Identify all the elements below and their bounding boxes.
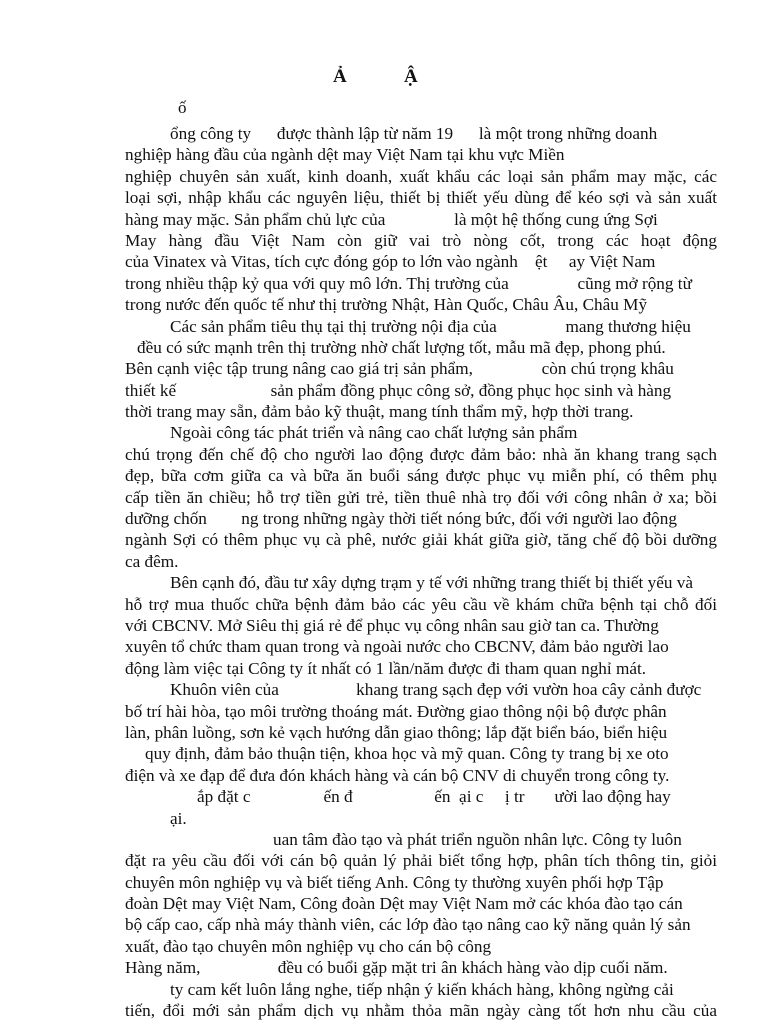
text-line: ổng công ty được thành lập từ năm 19 là một trong những doanh: [170, 124, 658, 143]
text-line: xuyên tổ chức tham quan trong và ngoài nước cho CBCNV, đảm bảo người lao: [125, 637, 669, 657]
text-line: ắp đặt c ến đ ến ại c ị tr ười lao động hay: [197, 787, 671, 807]
text-line: ty cam kết luôn lắng nghe, tiếp nhận ý kiến khách hàng, không ngừng cải: [170, 979, 674, 999]
heading-letter-right: Ậ: [404, 66, 418, 87]
text-line: Bên cạnh đó, đầu tư xây dựng trạm y tế với những trang thiết bị thiết yếu và: [170, 573, 693, 593]
text-line: Khuôn viên của khang trang sạch đẹp với vườn hoa cây cảnh được: [170, 680, 702, 700]
text-line: Bên cạnh việc tập trung nâng cao giá trị sản phẩm, còn chú trọng khâu: [125, 359, 674, 379]
heading-letter-left: Ả: [333, 66, 347, 87]
text-line: nghiệp chuyên sản xuất, kinh doanh, xuất khẩu các loại sản phẩm may mặc, các: [125, 166, 717, 186]
text-line: nghiệp hàng đầu của ngành dệt may Việt Nam tại khu vực Miền: [125, 145, 565, 165]
text-line: ca đêm.: [125, 551, 179, 571]
text-line: Hàng năm, đều có buổi gặp mặt tri ân khách hàng vào dịp cuối năm.: [125, 958, 668, 978]
text-line: quy định, đảm bảo thuận tiện, khoa học và mỹ quan. Công ty trang bị xe oto: [145, 744, 669, 764]
text-line: của Vinatex và Vitas, tích cực đóng góp to lớn vào ngành ệt ay Việt Nam: [125, 252, 656, 272]
text-line: tiến, đổi mới sản phẩm dịch vụ nhằm thỏa mãn ngày càng tốt hơn nhu cầu của: [125, 1001, 717, 1021]
text-line: bộ cấp cao, cấp nhà máy thành viên, các lớp đào tạo nâng cao kỹ năng quản lý sản: [125, 915, 691, 935]
text-line: xuất, đào tạo chuyên môn nghiệp vụ cho cán bộ công: [125, 936, 492, 956]
document-heading: [0, 66, 768, 90]
text-line: thiết kế sản phẩm đồng phục công sở, đồng phục học sinh và hàng: [125, 380, 672, 400]
text-line: ngành Sợi có thêm phục vụ cà phê, nước giải khát giữa giờ, tăng chế độ bồi dưỡng: [125, 530, 717, 550]
text-line: thời trang may sẵn, đảm bảo kỹ thuật, mang tính thẩm mỹ, hợp thời trang.: [125, 402, 634, 422]
text-line: chú trọng đến chế độ cho người lao động được đảm bảo: nhà ăn khang trang sạch: [125, 444, 717, 464]
text-line: đặt ra yêu cầu đối với cán bộ quản lý phải biết tổng hợp, phân tích thông tin, giỏi: [125, 851, 717, 871]
text-line: Ngoài công tác phát triển và nâng cao chất lượng sản phẩm: [170, 423, 578, 443]
text-line: Các sản phẩm tiêu thụ tại thị trường nội địa của mang thương hiệu: [170, 316, 691, 336]
text-line: điện và xe đạp để đưa đón khách hàng và cán bộ CNV di chuyển trong công ty.: [125, 765, 670, 785]
document-subheading: ố: [178, 98, 187, 117]
text-line: với CBCNV. Mở Siêu thị giá rẻ để phục vụ công nhân sau giờ tan ca. Thường: [125, 615, 659, 635]
text-line: hỗ trợ mua thuốc chữa bệnh đảm bảo các yêu cầu về khám chữa bệnh tại chỗ đối: [125, 594, 717, 614]
text-line: làn, phân luồng, sơn kẻ vạch hướng dẫn giao thông; lắp đặt biển báo, biển hiệu: [125, 722, 668, 742]
text-line: đẹp, bữa cơm giữa ca và bữa ăn buổi sáng được phục vụ miễn phí, có thêm phụ: [125, 466, 717, 486]
body-text: [125, 123, 717, 1021]
text-line: hàng may mặc. Sản phẩm chủ lực của là một hệ thống cung ứng Sợi: [125, 209, 658, 229]
text-line: trong nước đến quốc tế như thị trường Nhật, Hàn Quốc, Châu Âu, Châu Mỹ: [125, 295, 648, 315]
text-line: trong nhiều thập kỷ qua với quy mô lớn. Thị trường của cũng mở rộng từ: [125, 273, 692, 293]
text-line: loại sợi, nhập khẩu các nguyên liệu, thiết bị thiết yếu dùng để kéo sợi và sản xuất: [125, 188, 717, 208]
text-line: uan tâm đào tạo và phát triển nguồn nhân lực. Công ty luôn: [273, 829, 682, 849]
text-line: đều có sức mạnh trên thị trường nhờ chất lượng tốt, mẫu mã đẹp, phong phú.: [137, 337, 666, 357]
text-line: động làm việc tại Công ty ít nhất có 1 lần/năm được đi tham quan nghỉ mát.: [125, 658, 647, 678]
text-line: May hàng đầu Việt Nam còn giữ vai trò nòng cốt, trong các hoạt động: [125, 230, 717, 250]
text-line: ại.: [170, 808, 187, 828]
text-line: đoàn Dệt may Việt Nam, Công đoàn Dệt may Việt Nam mở các khóa đào tạo cán: [125, 894, 683, 914]
text-line: chuyên môn nghiệp vụ và biết tiếng Anh. Công ty thường xuyên phối hợp Tập: [125, 872, 664, 892]
text-line: cấp tiền ăn chiều; hỗ trợ tiền gửi trẻ, tiền thuê nhà trọ đối với công nhân ở xa; bồi: [125, 487, 717, 507]
text-line: dưỡng chốn ng trong những ngày thời tiết nóng bức, đối với người lao động: [125, 509, 677, 529]
text-line: bố trí hài hòa, tạo môi trường thoáng mát. Đường giao thông nội bộ được phân: [125, 701, 667, 721]
